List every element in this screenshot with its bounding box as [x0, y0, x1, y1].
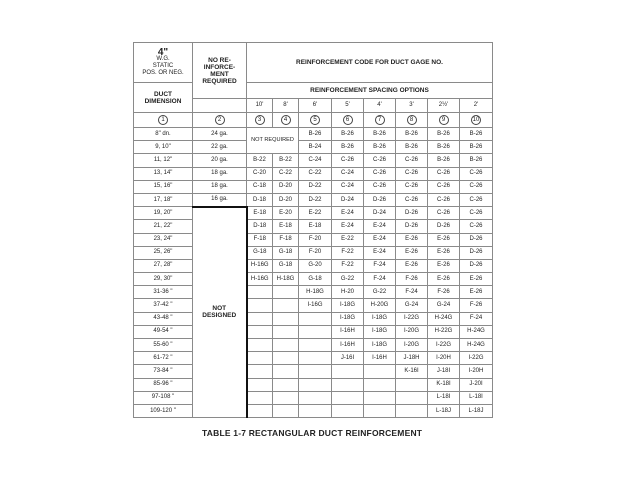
reinforcement-code-cell: I-22G [428, 339, 460, 352]
static-pressure-label: W.G. STATIC POS. OR NEG. [142, 55, 184, 76]
reinforcement-code-cell: D-26 [460, 233, 493, 246]
reinforcement-code-cell [396, 378, 428, 391]
reinforcement-code-cell: B-26 [428, 154, 460, 167]
column-number-circle: 2 [215, 115, 225, 125]
reinforcement-code-cell [247, 404, 273, 417]
spacing-options-title: REINFORCEMENT SPACING OPTIONS [247, 83, 493, 99]
reinforcement-code-cell: I-16G [299, 299, 332, 312]
spacing-option: 3' [396, 99, 428, 113]
reinforcement-code-cell [299, 404, 332, 417]
reinforcement-code-cell: E-26 [396, 246, 428, 259]
reinforcement-code-cell: I-20G [396, 339, 428, 352]
not-required-cell: NOT REQUIRED [247, 128, 299, 154]
reinforcement-code-cell [273, 365, 299, 378]
reinforcement-code-cell [299, 378, 332, 391]
duct-dimension-cell: 13, 14" [134, 167, 193, 180]
column-number [332, 113, 364, 128]
reinforcement-code-cell [247, 352, 273, 365]
reinforcement-code-cell: F-24 [364, 259, 396, 272]
reinforcement-code-cell: C-26 [460, 220, 493, 233]
reinforcement-code-cell [332, 378, 364, 391]
table-row [134, 233, 493, 246]
duct-dimension-cell: 61-72 " [134, 352, 193, 365]
reinforcement-code-cell [273, 391, 299, 404]
reinforcement-code-cell: F-26 [396, 273, 428, 286]
reinforcement-code-cell: C-26 [364, 180, 396, 193]
table-row [134, 273, 493, 286]
reinforcement-code-cell: I-16H [332, 325, 364, 338]
reinforcement-code-cell: E-24 [364, 233, 396, 246]
reinforcement-code-cell: F-18 [273, 233, 299, 246]
table-row [134, 141, 493, 154]
table-row [134, 286, 493, 299]
reinforcement-code-cell: E-22 [332, 233, 364, 246]
reinforcement-code-cell: I-22G [396, 312, 428, 325]
reinforcement-code-cell: D-18 [247, 220, 273, 233]
table-row [134, 325, 493, 338]
reinforcement-code-cell: C-26 [396, 167, 428, 180]
reinforcement-code-cell: B-26 [332, 141, 364, 154]
reinforcement-code-cell: L-18J [428, 404, 460, 417]
duct-dimension-cell: 37-42 " [134, 299, 193, 312]
reinforcement-code-cell: E-26 [428, 233, 460, 246]
reinforcement-code-cell: C-26 [428, 167, 460, 180]
reinforcement-code-cell: C-26 [428, 207, 460, 220]
gage-cell: 16 ga. [193, 193, 247, 206]
reinforcement-code-cell: B-24 [299, 141, 332, 154]
reinforcement-table [133, 42, 493, 418]
reinforcement-code-cell: G-20 [299, 259, 332, 272]
reinforcement-code-cell: C-20 [247, 167, 273, 180]
reinforcement-code-cell: B-26 [428, 128, 460, 141]
reinforcement-code-cell: L-18I [460, 391, 493, 404]
reinforcement-code-cell: H-20 [332, 286, 364, 299]
reinforcement-code-cell: E-26 [396, 259, 428, 272]
reinforcement-code-cell [299, 352, 332, 365]
reinforcement-code-cell: F-22 [332, 259, 364, 272]
reinforcement-code-cell [299, 339, 332, 352]
duct-dimension-header: DUCT DIMENSION [134, 83, 193, 113]
reinforcement-code-cell [247, 325, 273, 338]
reinforcement-code-cell: I-20H [428, 352, 460, 365]
table-row [134, 404, 493, 417]
reinforcement-code-cell: C-26 [460, 180, 493, 193]
column-number-circle: 4 [281, 115, 291, 125]
reinforcement-code-title: REINFORCEMENT CODE FOR DUCT GAGE NO. [247, 43, 493, 83]
reinforcement-code-cell [364, 391, 396, 404]
reinforcement-code-cell [299, 391, 332, 404]
reinforcement-code-cell: F-18 [247, 233, 273, 246]
spacing-option: 10' [247, 99, 273, 113]
reinforcement-code-cell: I-18G [332, 299, 364, 312]
reinforcement-code-cell: I-22G [460, 352, 493, 365]
table-row [134, 154, 493, 167]
static-pressure-value: 4" [157, 46, 169, 58]
duct-dimension-cell: 85-96 " [134, 378, 193, 391]
gage-cell: 18 ga. [193, 180, 247, 193]
table-row [134, 259, 493, 272]
reinforcement-code-cell: H-16G [247, 259, 273, 272]
reinforcement-code-cell: C-18 [247, 180, 273, 193]
column-number [460, 113, 493, 128]
reinforcement-code-cell: B-22 [273, 154, 299, 167]
duct-dimension-cell: 19, 20" [134, 207, 193, 220]
reinforcement-code-cell: E-26 [396, 233, 428, 246]
reinforcement-code-cell: F-26 [460, 299, 493, 312]
reinforcement-code-cell: B-26 [396, 128, 428, 141]
reinforcement-code-cell: D-26 [396, 220, 428, 233]
reinforcement-code-cell: D-24 [332, 193, 364, 206]
duct-dimension-cell: 21, 22" [134, 220, 193, 233]
reinforcement-code-cell: I-18G [364, 312, 396, 325]
spacing-option: 2½' [428, 99, 460, 113]
reinforcement-code-cell: F-22 [332, 246, 364, 259]
reinforcement-code-cell: B-26 [460, 141, 493, 154]
reinforcement-code-cell: F-24 [364, 273, 396, 286]
reinforcement-code-cell: I-16H [332, 339, 364, 352]
reinforcement-code-cell: B-26 [396, 141, 428, 154]
reinforcement-code-cell: E-24 [332, 207, 364, 220]
reinforcement-code-cell: B-26 [332, 128, 364, 141]
reinforcement-code-cell: G-22 [364, 286, 396, 299]
duct-dimension-cell: 49-54 " [134, 325, 193, 338]
table-row [134, 378, 493, 391]
column-number [428, 113, 460, 128]
column-number [396, 113, 428, 128]
duct-dimension-cell: 97-108 " [134, 391, 193, 404]
reinforcement-code-cell: C-24 [332, 167, 364, 180]
reinforcement-code-cell [247, 299, 273, 312]
reinforcement-code-cell: G-24 [428, 299, 460, 312]
reinforcement-code-cell: F-20 [299, 233, 332, 246]
reinforcement-code-cell: E-24 [364, 246, 396, 259]
reinforcement-code-cell: D-26 [460, 259, 493, 272]
reinforcement-code-cell: J-18I [428, 365, 460, 378]
reinforcement-code-cell: I-18G [332, 312, 364, 325]
reinforcement-code-cell [332, 391, 364, 404]
reinforcement-code-cell: H-24G [428, 312, 460, 325]
reinforcement-code-cell: E-24 [332, 220, 364, 233]
reinforcement-code-cell: D-22 [299, 180, 332, 193]
column-number-circle: 1 [158, 115, 168, 125]
gage-cell: 20 ga. [193, 154, 247, 167]
reinforcement-code-cell [247, 286, 273, 299]
reinforcement-code-cell: F-24 [396, 286, 428, 299]
duct-dimension-cell: 11, 12" [134, 154, 193, 167]
reinforcement-code-cell [247, 365, 273, 378]
reinforcement-code-cell: B-26 [460, 154, 493, 167]
reinforcement-code-cell: G-18 [273, 259, 299, 272]
reinforcement-code-cell: F-24 [460, 312, 493, 325]
column-number [364, 113, 396, 128]
reinforcement-code-cell: D-18 [247, 193, 273, 206]
reinforcement-code-cell: C-22 [299, 167, 332, 180]
reinforcement-code-cell: C-22 [273, 167, 299, 180]
reinforcement-code-cell [299, 312, 332, 325]
reinforcement-code-cell [273, 339, 299, 352]
reinforcement-code-cell [273, 378, 299, 391]
reinforcement-code-cell: C-26 [364, 154, 396, 167]
spacing-option: 5' [332, 99, 364, 113]
table-row [134, 193, 493, 206]
duct-dimension-cell: 15, 16" [134, 180, 193, 193]
table-row [134, 391, 493, 404]
duct-dimension-cell: 31-36 " [134, 286, 193, 299]
reinforcement-code-cell: E-18 [299, 220, 332, 233]
table-row [134, 299, 493, 312]
reinforcement-code-cell [247, 312, 273, 325]
reinforcement-code-cell [247, 339, 273, 352]
reinforcement-code-cell: E-20 [273, 207, 299, 220]
reinforcement-code-cell [273, 325, 299, 338]
reinforcement-code-cell [247, 391, 273, 404]
column-number-circle: 5 [310, 115, 320, 125]
spacing-option: 2' [460, 99, 493, 113]
column-number-circle: 8 [407, 115, 417, 125]
reinforcement-code-cell: L-18J [460, 404, 493, 417]
reinforcement-code-cell: J-16I [332, 352, 364, 365]
reinforcement-code-cell [273, 404, 299, 417]
reinforcement-code-cell: J-18H [396, 352, 428, 365]
column-number [134, 113, 193, 128]
reinforcement-code-cell: G-22 [332, 273, 364, 286]
table-row [134, 312, 493, 325]
reinforcement-code-cell: E-26 [428, 273, 460, 286]
reinforcement-code-cell [273, 312, 299, 325]
reinforcement-code-cell: G-24 [396, 299, 428, 312]
reinforcement-code-cell: I-18G [364, 325, 396, 338]
reinforcement-code-cell: B-22 [247, 154, 273, 167]
reinforcement-code-cell: D-22 [299, 193, 332, 206]
reinforcement-code-cell: I-16H [364, 352, 396, 365]
reinforcement-code-cell: B-26 [364, 141, 396, 154]
table-row [134, 220, 493, 233]
reinforcement-code-cell: B-26 [364, 128, 396, 141]
column-number [273, 113, 299, 128]
table-row [134, 167, 493, 180]
gage-cell: 18 ga. [193, 167, 247, 180]
reinforcement-code-cell: H-24G [460, 325, 493, 338]
reinforcement-code-cell: C-24 [332, 180, 364, 193]
reinforcement-code-cell: C-26 [396, 180, 428, 193]
reinforcement-code-cell: H-18G [273, 273, 299, 286]
column-number-circle: 7 [375, 115, 385, 125]
reinforcement-code-cell: D-26 [364, 193, 396, 206]
reinforcement-code-cell: D-26 [460, 246, 493, 259]
reinforcement-code-cell: B-26 [299, 128, 332, 141]
reinforcement-code-cell [396, 404, 428, 417]
reinforcement-code-cell: K-18I [428, 378, 460, 391]
duct-dimension-cell: 27, 28" [134, 259, 193, 272]
reinforcement-code-cell: C-26 [396, 154, 428, 167]
duct-dimension-cell: 29, 30" [134, 273, 193, 286]
reinforcement-code-cell [273, 352, 299, 365]
reinforcement-code-cell [364, 378, 396, 391]
reinforcement-code-cell: D-20 [273, 180, 299, 193]
reinforcement-code-cell [273, 299, 299, 312]
duct-dimension-cell: 109-120 " [134, 404, 193, 417]
reinforcement-code-cell: E-26 [460, 273, 493, 286]
column-number [299, 113, 332, 128]
reinforcement-code-cell: H-20G [364, 299, 396, 312]
reinforcement-code-cell: H-16G [247, 273, 273, 286]
spacing-option: 8' [273, 99, 299, 113]
gage-cell: 24 ga. [193, 128, 247, 141]
duct-dimension-cell: 73-84 " [134, 365, 193, 378]
duct-dimension-cell: 25, 26" [134, 246, 193, 259]
gage-cell: 22 ga. [193, 141, 247, 154]
reinforcement-code-cell: G-18 [273, 246, 299, 259]
reinforcement-code-cell: C-26 [460, 167, 493, 180]
spacing-option: 4' [364, 99, 396, 113]
reinforcement-code-cell: I-20H [460, 365, 493, 378]
duct-dimension-cell: 8" dn. [134, 128, 193, 141]
table-row [134, 339, 493, 352]
reinforcement-code-cell [332, 365, 364, 378]
reinforcement-code-cell [299, 365, 332, 378]
reinforcement-code-cell: I-18G [364, 339, 396, 352]
table-row [134, 207, 493, 220]
gage-spacer [193, 99, 247, 113]
duct-dimension-cell: 55-60 " [134, 339, 193, 352]
reinforcement-code-cell: C-24 [299, 154, 332, 167]
reinforcement-code-cell: E-24 [364, 220, 396, 233]
reinforcement-code-cell: H-24G [460, 339, 493, 352]
duct-dimension-cell: 23, 24" [134, 233, 193, 246]
column-number-circle: 6 [343, 115, 353, 125]
column-number [247, 113, 273, 128]
reinforcement-code-cell [332, 404, 364, 417]
reinforcement-code-cell: D-20 [273, 193, 299, 206]
reinforcement-code-cell: B-26 [428, 141, 460, 154]
reinforcement-code-cell: F-26 [428, 286, 460, 299]
reinforcement-code-cell [364, 365, 396, 378]
reinforcement-code-cell: K-16I [396, 365, 428, 378]
duct-dimension-cell: 43-48 " [134, 312, 193, 325]
reinforcement-code-cell: I-20G [396, 325, 428, 338]
reinforcement-code-cell: E-26 [460, 286, 493, 299]
not-designed-region: NOT DESIGNED [193, 207, 247, 418]
reinforcement-code-cell: C-26 [332, 154, 364, 167]
reinforcement-code-cell [364, 404, 396, 417]
reinforcement-code-cell: F-20 [299, 246, 332, 259]
spacing-option: 6' [299, 99, 332, 113]
reinforcement-code-cell: D-24 [364, 207, 396, 220]
reinforcement-code-cell: E-26 [428, 246, 460, 259]
reinforcement-code-cell: C-26 [460, 193, 493, 206]
reinforcement-code-cell: B-26 [460, 128, 493, 141]
reinforcement-code-cell: G-18 [247, 246, 273, 259]
reinforcement-code-cell [273, 286, 299, 299]
reinforcement-code-cell: C-26 [396, 193, 428, 206]
reinforcement-code-cell: E-18 [273, 220, 299, 233]
reinforcement-code-cell: C-26 [428, 193, 460, 206]
reinforcement-code-cell: C-26 [364, 167, 396, 180]
reinforcement-code-cell: E-26 [428, 259, 460, 272]
reinforcement-code-cell: H-22G [428, 325, 460, 338]
table-caption: TABLE 1-7 RECTANGULAR DUCT REINFORCEMENT [202, 428, 423, 438]
table-row [134, 128, 493, 141]
reinforcement-code-cell: G-18 [299, 273, 332, 286]
column-number-circle: 9 [439, 115, 449, 125]
table-row [134, 246, 493, 259]
static-pressure-header [134, 43, 193, 83]
column-number [193, 113, 247, 128]
reinforcement-code-cell: C-26 [460, 207, 493, 220]
duct-dimension-cell: 17, 18" [134, 193, 193, 206]
no-reinforcement-header: NO RE- INFORCE- MENT REQUIRED [193, 43, 247, 99]
column-number-circle: 10 [472, 117, 480, 123]
reinforcement-code-cell [396, 391, 428, 404]
reinforcement-code-cell [299, 325, 332, 338]
reinforcement-code-cell [247, 378, 273, 391]
reinforcement-code-cell: D-26 [396, 207, 428, 220]
reinforcement-code-cell: H-18G [299, 286, 332, 299]
reinforcement-code-cell: L-18I [428, 391, 460, 404]
duct-dimension-cell: 9, 10" [134, 141, 193, 154]
reinforcement-code-cell: E-18 [247, 207, 273, 220]
table-row [134, 180, 493, 193]
reinforcement-code-cell: C-26 [428, 180, 460, 193]
reinforcement-code-cell: J-20I [460, 378, 493, 391]
reinforcement-code-cell: D-26 [428, 220, 460, 233]
table-row [134, 352, 493, 365]
table-row [134, 365, 493, 378]
reinforcement-code-cell: E-22 [299, 207, 332, 220]
column-number-circle: 3 [255, 115, 265, 125]
